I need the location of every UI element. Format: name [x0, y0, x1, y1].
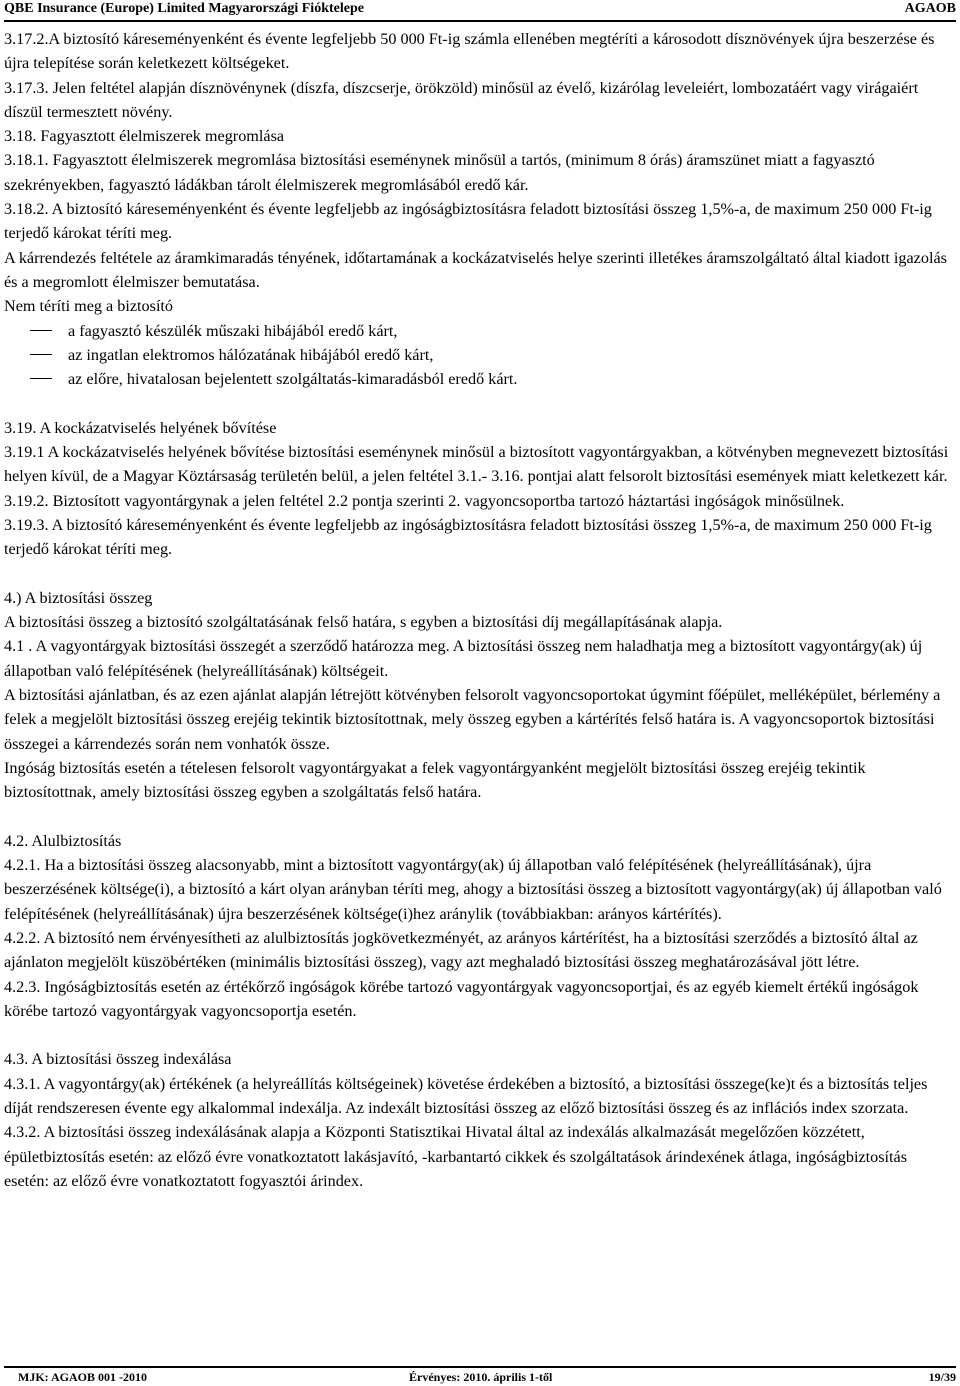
paragraph-3-18-1: 3.18.1. Fagyasztott élelmiszerek megromlása biztosítási eseménynek minősül a tartós, (minimum 8 órás) áramszünet miatt a fagyasztó szekrényekben, fagyasztó ládákban tárolt élelmiszerek megromlásából eredő kár. — [4, 151, 875, 194]
paragraph-4-2-1: 4.2.1. Ha a biztosítási összeg alacsonyabb, mint a biztosított vagyontárgy(ak) új állapotban való felépítésének (helyreállításának), újra beszerzésének költsége(i), a biztosító a kárt olyan arányban téríti meg, ahogy a biztosítási összeg a biztosított vagyontárgy(ak) új állapotban való felépítésének (helyreállításának) újra beszerzésének költsége(i)hez aránylik (továbbiakban: arányos kártérítés). — [4, 856, 942, 923]
section-heading-4-2: 4.2. Alulbiztosítás — [4, 831, 122, 850]
header-company: QBE Insurance (Europe) Limited Magyarországi Fióktelepe — [4, 1, 364, 16]
header-code: AGAOB — [904, 1, 956, 16]
footer-doc-id: MJK: AGAOB 001 -2010 — [18, 1370, 147, 1384]
section-heading-3-18: 3.18. Fagyasztott élelmiszerek megromlása — [4, 127, 285, 146]
list-item — [4, 367, 952, 391]
exclusions-list — [4, 319, 952, 392]
paragraph-3-17-3: 3.17.3. Jelen feltétel alapján dísznövénynek (díszfa, díszcserje, örökzöld) minősül az évelő, kizárólag leveleiért, lombozatáért vagy virágaiért díszül termesztett növény. — [4, 78, 919, 121]
section-heading-3-19: 3.19. A kockázatviselés helyének bővítése — [4, 418, 277, 437]
paragraph-3-17-2: 3.17.2.A biztosító káreseményenként és évente legfeljebb 50 000 Ft-ig számla ellenében megtéríti a károsodott dísznövények újra beszerzése és újra telepítése során keletkezett költségeket. — [4, 30, 935, 73]
paragraph-4-2-2: 4.2.2. A biztosító nem érvényesítheti az alulbiztosítás jogkövetkezményét, az arányos kártérítést, ha a biztosítási szerződés a biztosító által az ajánlaton megjelölt küszöbértéken (minimális biztosítási összeg), vagy azt meghaladó biztosítási összeg meghatározásával jött létre. — [4, 928, 918, 972]
list-item — [4, 343, 952, 367]
paragraph-exclusions-intro: Nem téríti meg a biztosító — [4, 297, 174, 316]
paragraph-4-3-1: 4.3.1. A vagyontárgy(ak) értékének (a helyreállítás költségeinek) követése érdekében a biztosító, a biztosítási összege(ke)t és a biztosítás teljes díját rendszeresen évente egy alkalommal indexálja. Az indexált biztosítási összeg az előző biztosítási összeg és az inflációs index szorzata. — [4, 1074, 928, 1118]
paragraph-4-3-2: 4.3.2. A biztosítási összeg indexálásának alapja a Központi Statisztikai Hivatal által az indexálás alkalmazását megelőzően közzétett, épületbiztosítás esetén: az előző évre vonatkoztatott lakásjavító, -karbantartó cikkek és szolgáltatások árindexének átlaga, ingóságbiztosítás esetén: az előző évre vonatkoztatott fogyasztói árindex. — [4, 1123, 908, 1190]
section-heading-4: 4.) A biztosítási összeg — [4, 588, 153, 607]
footer-page-number: 19/39 — [928, 1370, 956, 1384]
list-item-text: a fagyasztó készülék műszaki hibájából eredő kárt, — [68, 321, 398, 340]
spacer — [4, 391, 952, 415]
paragraph-4-1: 4.1 . A vagyontárgyak biztosítási összegét a szerződő határozza meg. A biztosítási összeg nem haladhatja meg a biztosított vagyontárgy(ak) új állapotban való felépítésének (helyreállításának) költségeit. — [4, 637, 923, 680]
list-item-text: az ingatlan elektromos hálózatának hibájából eredő kárt, — [68, 345, 434, 364]
spacer — [4, 805, 952, 829]
paragraph-4-2-3: 4.2.3. Ingóságbiztosítás esetén az értékőrző ingóságok körébe tartozó vagyontárgyak vagyoncsoportjai, és az egyéb kiemelt értékű ingóságok körébe tartozó vagyontárgyak vagyoncsoportja esetén. — [4, 977, 919, 1020]
paragraph-4-intro: A biztosítási összeg a biztosító szolgáltatásának felső határa, s egyben a biztosítási díj megállapításának alapja. — [4, 613, 723, 632]
paragraph-claim-condition: A kárrendezés feltétele az áramkimaradás tényének, időtartamának a kockázatviselés helye szerinti illetékes áramszolgáltató által kiadott igazolás és a megromlott élelmiszer bemutatása. — [4, 248, 947, 291]
paragraph-4-1-movables: Ingóság biztosítás esetén a tételesen felsorolt vagyontárgyakat a felek vagyontárgyanként megjelölt biztosítási összeg erejéig tekintik biztosítottnak, amely biztosítási összeg egyben a szolgáltatás felső határa. — [4, 758, 866, 802]
spacer — [4, 562, 952, 586]
dash-bullet-icon — [30, 354, 52, 355]
footer-validity: Érvényes: 2010. április 1-től — [409, 1370, 553, 1384]
dash-bullet-icon — [30, 330, 52, 331]
dash-bullet-icon — [30, 378, 52, 379]
list-item-text: az előre, hivatalosan bejelentett szolgáltatás-kimaradásból eredő kárt. — [68, 370, 518, 389]
paragraph-3-19-3: 3.19.3. A biztosító káreseményenként és évente legfeljebb az ingóságbiztosításra feladott biztosítási összeg 1,5%-a, de maximum 250 000 Ft-ig terjedő károkat téríti meg. — [4, 515, 932, 559]
paragraph-3-19-1: 3.19.1 A kockázatviselés helyének bővítése biztosítási eseménynek minősül a biztosított vagyontárgyakban, a kötvényben megnevezett biztosítási helyen kívül, de a Magyar Köztársaság területén belül, a jelen feltétel 3.1.- 3.16. pontjai alatt felsorolt biztosítási események miatt keletkezett kár. — [4, 443, 949, 486]
spacer — [4, 1023, 952, 1047]
section-heading-4-3: 4.3. A biztosítási összeg indexálása — [4, 1050, 232, 1069]
paragraph-3-18-2: 3.18.2. A biztosító káreseményenként és évente legfeljebb az ingóságbiztosításra feladott biztosítási összeg 1,5%-a, de maximum 250 000 Ft-ig terjedő károkat téríti meg. — [4, 200, 932, 243]
page-header — [4, 0, 956, 22]
paragraph-4-1-groups: A biztosítási ajánlatban, és az ezen ajánlat alapján létrejött kötvényben felsorolt vagyoncsoportokat úgymint főépület, melléképület, bérlemény a felek a megjelölt biztosítási összeg erejéig tekintik biztosítottnak, mely összeg egyben a kártérítés felső határa is. A vagyoncsoportok biztosítási összegei a kárrendezés során nem vonhatók össze. — [4, 686, 941, 753]
list-item — [4, 319, 952, 343]
document-body — [4, 27, 952, 1193]
paragraph-3-19-2: 3.19.2. Biztosított vagyontárgynak a jelen feltétel 2.2 pontja szerinti 2. vagyoncsoportba tartozó háztartási ingóságok minősülnek. — [4, 491, 845, 510]
page-footer — [4, 1366, 956, 1386]
